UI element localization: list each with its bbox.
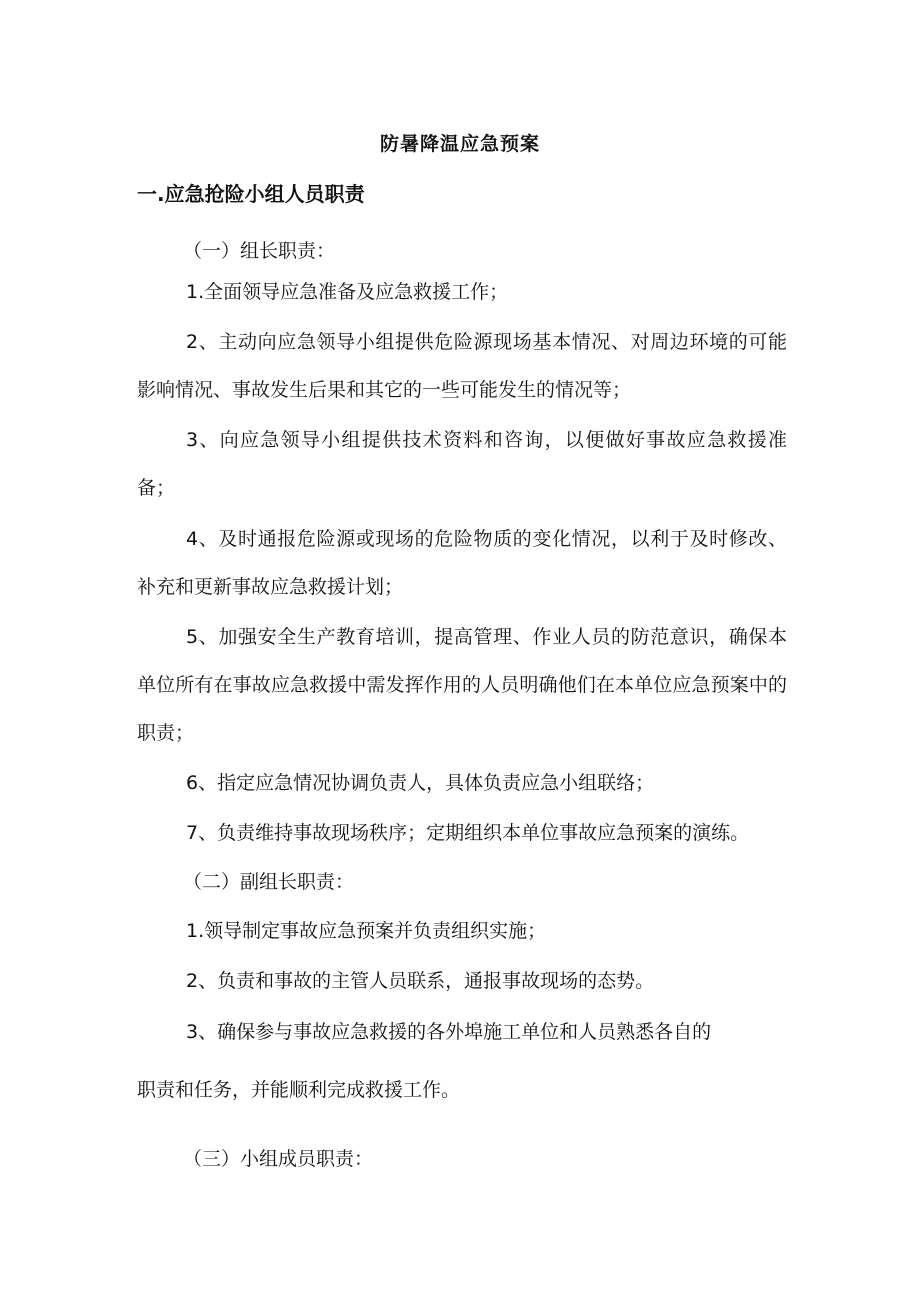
paragraph: 1.领导制定事故应急预案并负责组织实施；: [186, 920, 547, 942]
paragraph: 7、负责维持事故现场秩序；定期组织本单位事故应急预案的演练。: [186, 822, 750, 844]
subsection-heading-members: （三）小组成员职责：: [183, 1148, 374, 1170]
paragraph: 1.全面领导应急准备及应急救援工作；: [186, 281, 509, 303]
paragraph: 2、负责和事故的主管人员联系，通报事故现场的态势。: [186, 970, 655, 992]
subsection-heading-leader: （一）组长职责：: [183, 240, 336, 262]
document-title: 防暑降温应急预案: [379, 133, 540, 155]
subsection-heading-deputy: （二）副组长职责：: [183, 871, 355, 893]
paragraph: 3、向应急领导小组提供技术资料和咨询，以便做好事故应急救援准备；: [137, 429, 787, 499]
section-heading: 一.应急抢险小组人员职责: [137, 182, 365, 206]
paragraph: 5、加强安全生产教育培训，提高管理、作业人员的防范意识，确保本单位所有在事故应急救援中需发挥作用的人员明确他们在本单位应急预案中的职责；: [137, 626, 787, 744]
paragraph: 4、及时通报危险源或现场的危险物质的变化情况，以利于及时修改、补充和更新事故应急救援计划；: [137, 528, 787, 598]
paragraph: 3、确保参与事故应急救援的各外埠施工单位和人员熟悉各自的: [186, 1021, 712, 1043]
paragraph: 6、指定应急情况协调负责人，具体负责应急小组联络；: [186, 772, 655, 794]
paragraph: 职责和任务，并能顺利完成救援工作。: [137, 1079, 461, 1101]
paragraph: 2、主动向应急领导小组提供危险源现场基本情况、对周边环境的可能影响情况、事故发生后果和其它的一些可能发生的情况等；: [137, 331, 787, 401]
